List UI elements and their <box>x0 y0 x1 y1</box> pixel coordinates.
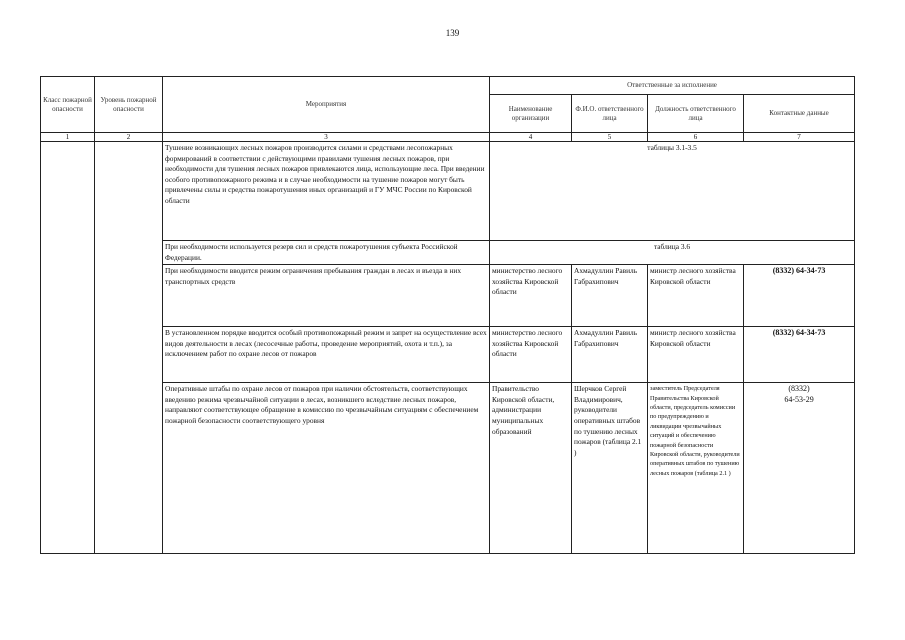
contacts-phone-code: (8332) <box>788 384 810 394</box>
position-cell: заместитель Председателя Правительства Кировской области, председатель комиссии по предупреждению и ликвидации чрезвычайных ситуаций и обеспечению пожарной безопасности Кировской области, руководители оперативных штабов по тушению лесных пожаров (таблица 2.1 ) <box>648 383 744 554</box>
measure-text: При необходимости вводится режим ограничения пребывания граждан в лесах и въезда в них транспортных средств <box>163 265 490 327</box>
measure-text: В установленном порядке вводится особый противопожарный режим и запрет на осуществление всех видов деятельности в лесах (лесосечные работы, проведение мероприятий, охота и т.п.), за исключением работ по охране лесов от пожаров <box>163 327 490 383</box>
column-number: 6 <box>648 133 744 142</box>
responsible-reference: таблица 3.6 <box>490 241 855 265</box>
table-row <box>41 383 855 554</box>
contacts-cell <box>744 383 855 554</box>
measure-text: Тушение возникающих лесных пожаров производится силами и средствами лесопожарных формирований в соответствии с действующими правилами тушения лесных пожаров, при необходимости для тушения лесных пожаров привлекаются лица, использующие леса. При введении особого противопожарного режима и в случае необходимости на тушение пожаров могут быть привлечены силы и средства пожаротушения иных организаций и ГУ МЧС России по Кировской области <box>163 142 490 241</box>
contacts-phone-number: 64-53-29 <box>784 394 814 404</box>
table-row <box>41 327 855 383</box>
person-cell: Шерчков Сергей Владимирович, руководители оперативных штабов по тушению лесных пожаров (таблица 2.1 ) <box>572 383 648 554</box>
header-measures: Мероприятия <box>163 77 490 133</box>
column-number: 2 <box>95 133 163 142</box>
page-number: 139 <box>445 28 460 38</box>
header-fire-level: Уровень пожарной опасности <box>95 77 163 133</box>
header-contacts: Контактные данные <box>744 95 855 133</box>
header-organization: Наименование организации <box>490 95 572 133</box>
column-number: 7 <box>744 133 855 142</box>
column-number: 5 <box>572 133 648 142</box>
header-fire-class: Класс пожарной опасности <box>41 77 95 133</box>
column-number-row <box>41 133 855 142</box>
organization-cell: министерство лесного хозяйства Кировской области <box>490 327 572 383</box>
table-row <box>41 241 855 265</box>
header-responsible-group: Ответственные за исполнение <box>490 77 855 95</box>
table-row <box>41 265 855 327</box>
measure-text: Оперативные штабы по охране лесов от пожаров при наличии обстоятельств, соответствующих введению режима чрезвычайной ситуации в лесах, возникшего вследствие лесных пожаров, направляют соответствующее обращение в комиссию по чрезвычайным ситуациям с обеспечением пожарной безопасности соответствующего уровня <box>163 383 490 554</box>
column-number: 1 <box>41 133 95 142</box>
column-number: 3 <box>163 133 490 142</box>
column-number: 4 <box>490 133 572 142</box>
fire-class-cell <box>41 142 95 554</box>
position-cell: министр лесного хозяйства Кировской области <box>648 327 744 383</box>
table-row <box>41 142 855 241</box>
position-cell: министр лесного хозяйства Кировской области <box>648 265 744 327</box>
contacts-cell: (8332) 64-34-73 <box>744 327 855 383</box>
header-position: Должность ответственного лица <box>648 95 744 133</box>
fire-level-cell <box>95 142 163 554</box>
person-cell: Ахмадуллин Равиль Габрахипович <box>572 265 648 327</box>
fire-measures-table <box>40 76 855 554</box>
organization-cell: Правительство Кировской области, администрации муниципальных образований <box>490 383 572 554</box>
contacts-cell: (8332) 64-34-73 <box>744 265 855 327</box>
measure-text: При необходимости используется резерв сил и средств пожаротушения субъекта Российской Федерации. <box>163 241 490 265</box>
header-person-name: Ф.И.О. ответственного лица <box>572 95 648 133</box>
person-cell: Ахмадуллин Равиль Габрахипович <box>572 327 648 383</box>
organization-cell: министерство лесного хозяйства Кировской области <box>490 265 572 327</box>
responsible-reference: таблицы 3.1-3.5 <box>490 142 855 241</box>
